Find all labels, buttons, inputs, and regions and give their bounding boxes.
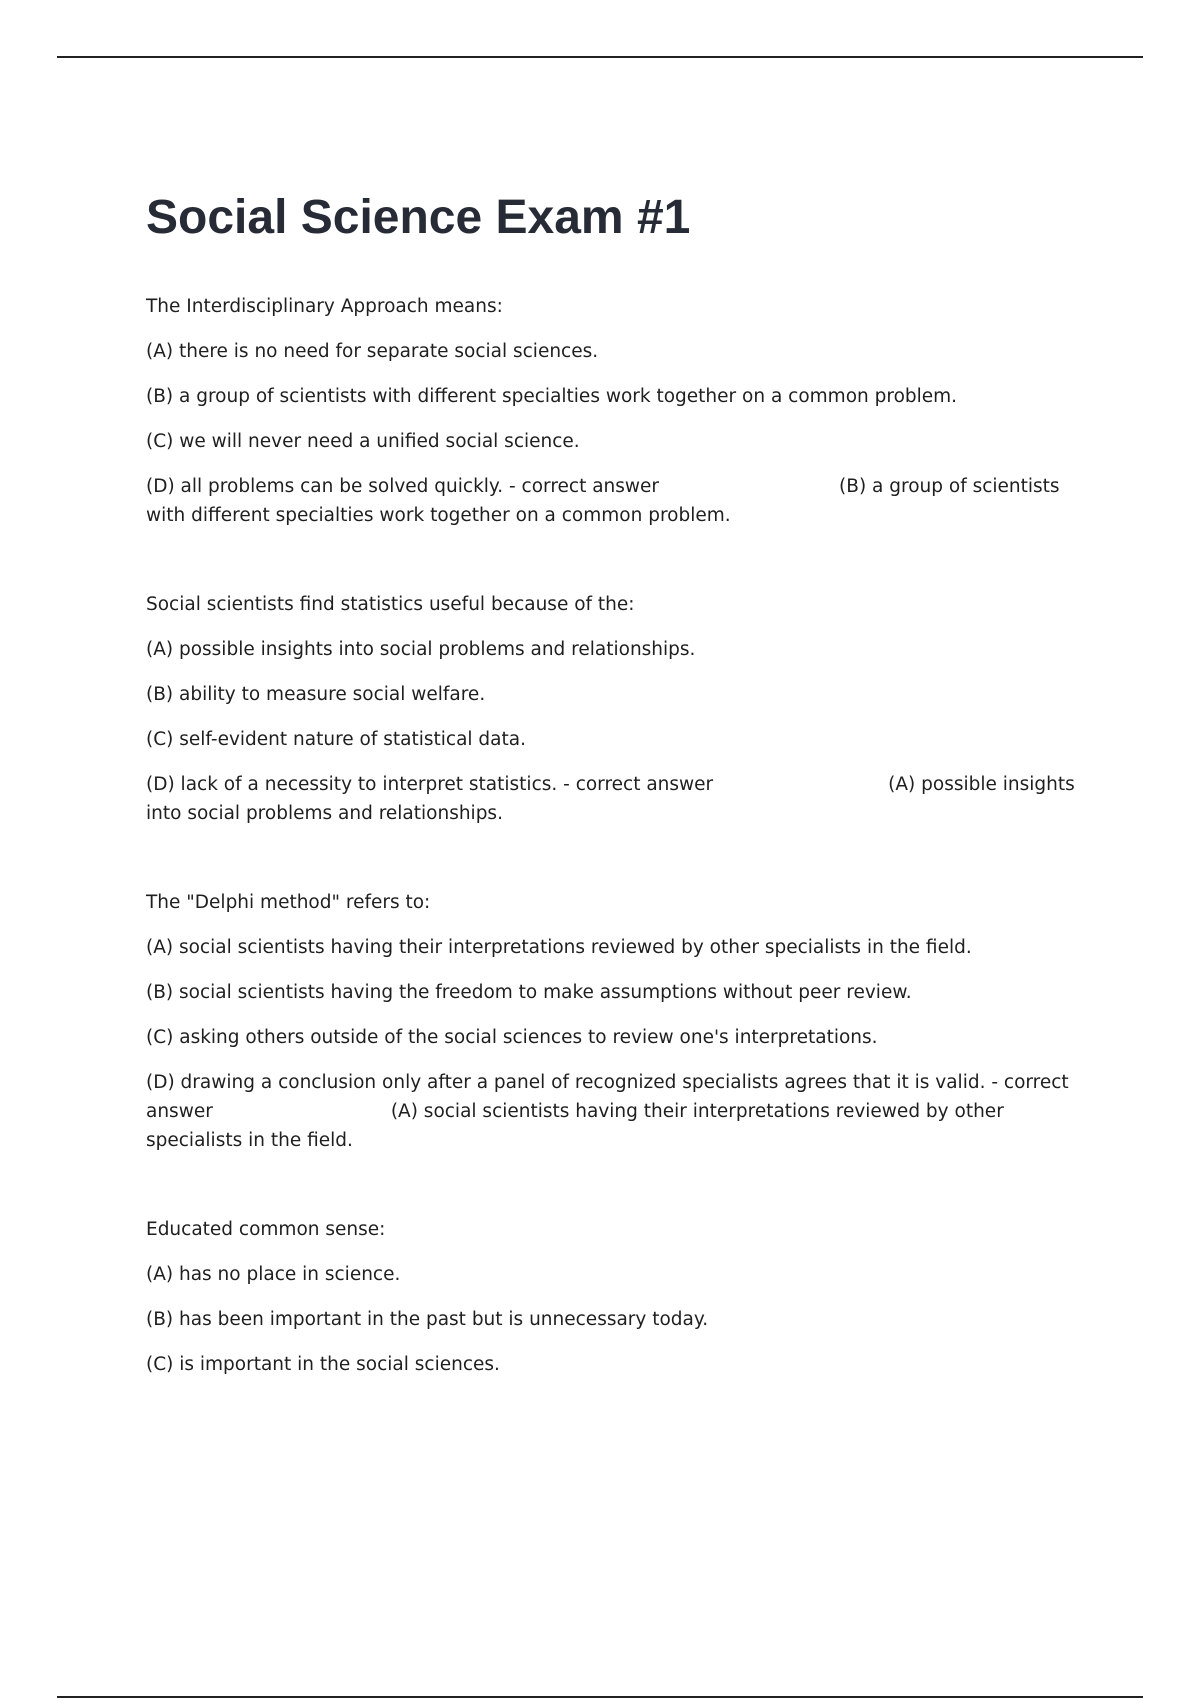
option-d: (D) all problems can be solved quickly. - correct answer [146, 476, 660, 497]
question-prompt: Social scientists find statistics useful because of the: [146, 594, 635, 615]
document-body [146, 190, 1086, 1395]
question-prompt: Educated common sense: [146, 1219, 386, 1240]
question-prompt: The "Delphi method" refers to: [146, 892, 431, 913]
option-d-with-answer [146, 1068, 1086, 1155]
option-c: (C) is important in the social sciences. [146, 1354, 500, 1375]
option-a: (A) has no place in science. [146, 1264, 401, 1285]
option-a: (A) social scientists having their interpretations reviewed by other specialists in the field. [146, 937, 972, 958]
question-prompt: The Interdisciplinary Approach means: [146, 296, 503, 317]
correct-answer: (A) social scientists having their interpretations reviewed by other specialists in the field. [146, 1101, 1010, 1151]
question-block [146, 888, 1086, 1155]
option-b: (B) social scientists having the freedom to make assumptions without peer review. [146, 982, 912, 1003]
option-b: (B) ability to measure social welfare. [146, 684, 486, 705]
option-d: (D) drawing a conclusion only after a panel of recognized specialists agrees that it is valid. - correct answer [146, 1072, 1075, 1122]
option-d-with-answer [146, 770, 1086, 828]
option-d-with-answer [146, 472, 1086, 530]
correct-answer: (B) a group of scientists with different specialties work together on a common problem. [146, 476, 1066, 526]
option-c: (C) asking others outside of the social sciences to review one's interpretations. [146, 1027, 878, 1048]
option-d: (D) lack of a necessity to interpret statistics. - correct answer [146, 774, 714, 795]
question-block [146, 590, 1086, 828]
option-c: (C) we will never need a unified social science. [146, 431, 580, 452]
question-block [146, 292, 1086, 530]
option-a: (A) there is no need for separate social sciences. [146, 341, 599, 362]
page-title: Social Science Exam #1 [146, 191, 691, 244]
top-rule [57, 56, 1143, 58]
option-c: (C) self-evident nature of statistical data. [146, 729, 526, 750]
bottom-rule [57, 1696, 1143, 1698]
correct-answer: (A) possible insights into social problems and relationships. [146, 774, 1081, 824]
option-b: (B) a group of scientists with different specialties work together on a common problem. [146, 386, 958, 407]
option-a: (A) possible insights into social problems and relationships. [146, 639, 696, 660]
option-b: (B) has been important in the past but is unnecessary today. [146, 1309, 709, 1330]
question-block [146, 1215, 1086, 1379]
